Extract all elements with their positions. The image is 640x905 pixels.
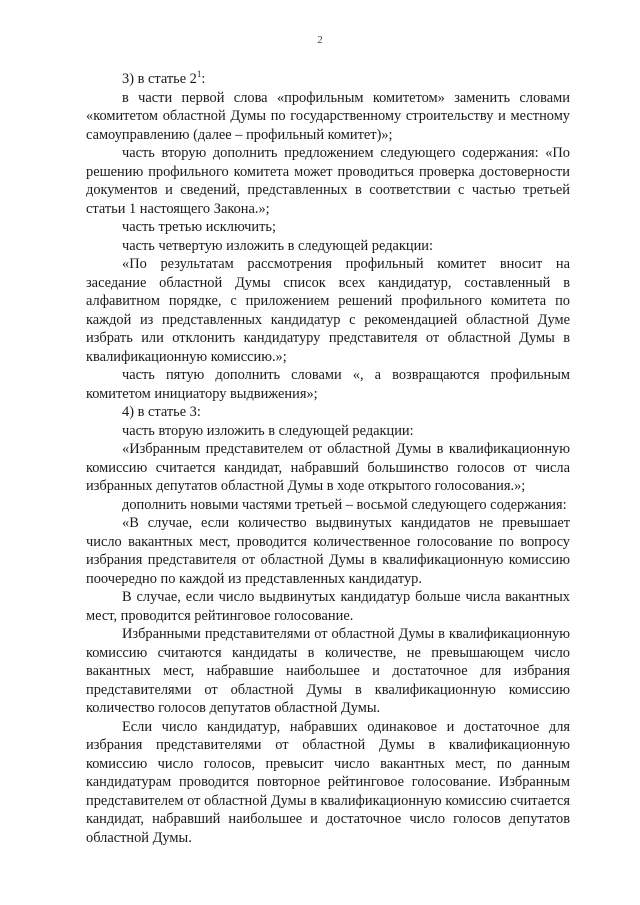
item-3-colon: :: [201, 71, 206, 87]
paragraph: часть вторую изложить в следующей редакции:: [122, 422, 414, 439]
paragraph: часть вторую дополнить предложением следующего содержания: «По решению профильного комитета может проводиться проверка достоверности документов и сведений, представленных в соответствии с частью третьей статьи 1 настоящего Закона.»;: [86, 145, 570, 217]
paragraph: В случае, если число выдвинутых кандидатур больше числа вакантных мест, проводится рейтинговое голосование.: [86, 589, 570, 624]
paragraph: в части первой слова «профильным комитетом» заменить словами «комитетом областной Думы по государственному строительству и местному самоуправлению (далее – профильный комитет)»;: [86, 89, 570, 143]
paragraph: часть пятую дополнить словами «, а возвращаются профильным комитетом инициатору выдвижения»;: [86, 367, 570, 402]
paragraph: «В случае, если количество выдвинутых кандидатов не превышает число вакантных мест, проводится количественное голосование по вопросу избрания представителя от областной Думы в квалификационную комиссию поочередно по каждой из представленных кандидатур.: [86, 515, 570, 587]
paragraph: часть третью исключить;: [122, 219, 276, 235]
item-3-superscript: 1: [196, 69, 202, 80]
paragraph: часть четвертую изложить в следующей редакции:: [122, 237, 434, 254]
document-body: [86, 70, 570, 847]
page-number: 2: [317, 34, 323, 46]
paragraph: Если число кандидатур, набравших одинаковое и достаточное для избрания представителями от областной Думы в квалификационную комиссию число голосов, превысит число вакантных мест, по данным кандидатурам проводится повторное рейтинговое голосование. Избранным представителем от областной Думы в квалификационную комиссию считается кандидат, набравший наибольшее и достаточное число голосов депутатов областной Думы.: [86, 718, 570, 846]
paragraph: «По результатам рассмотрения профильный комитет вносит на заседание областной Думы список всех кандидатур, составленный в алфавитном порядке, с приложением решений профильного комитета по каждой из представленных кандидатур с рекомендацией областной Думе избрать или отклонить кандидатуру представителя от областной Думы в квалификационную комиссию.»;: [86, 256, 570, 365]
item-4-heading: 4) в статье 3:: [122, 404, 201, 420]
paragraph: дополнить новыми частями третьей – восьмой следующего содержания:: [122, 496, 567, 513]
item-3-text: 3) в статье 2: [122, 71, 197, 87]
paragraph: «Избранным представителем от областной Думы в квалификационную комиссию считается кандидат, набравший большинство голосов от числа избранных депутатов областной Думы в ходе открытого голосования.»;: [86, 441, 570, 494]
paragraph: Избранными представителями от областной Думы в квалификационную комиссию считаются кандидаты в количестве, не превышающем число вакантных мест, набравшие наибольшее и достаточное для избрания представителями от областной Думы в квалификационную комиссию количество голосов депутатов областной Думы.: [86, 626, 570, 716]
item-3-heading: [86, 70, 570, 89]
